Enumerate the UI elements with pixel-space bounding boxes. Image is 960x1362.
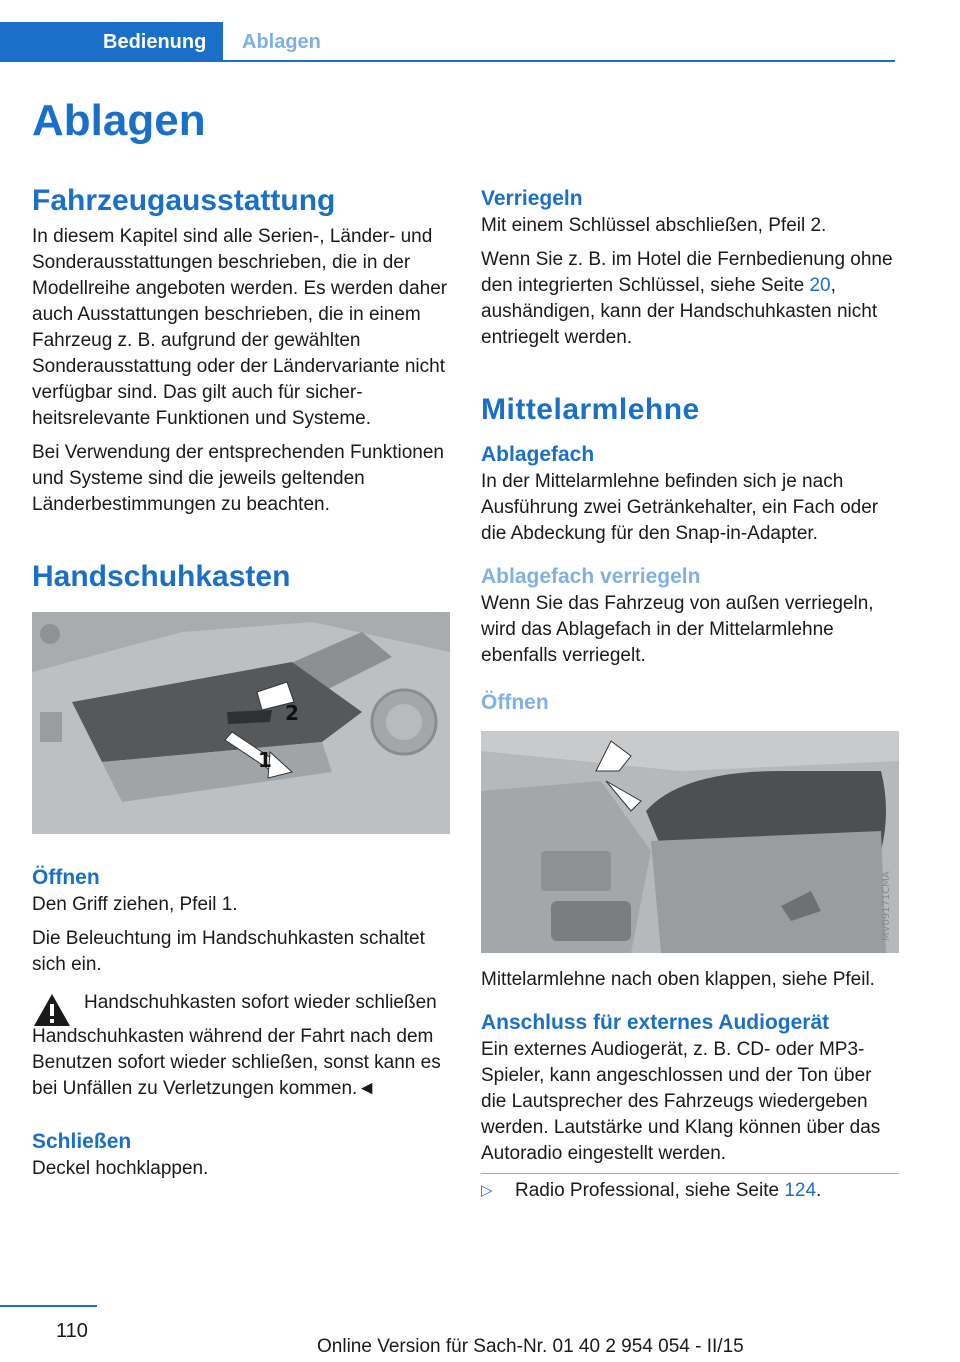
page-number: 110 xyxy=(56,1320,88,1342)
paragraph-audio: Ein externes Audiogerät, z. B. CD- oder MP3-Spieler, kann angeschlossen und der Ton über die Lautsprecher des Fahrzeugs wiedergeben werden. Lautstärke und Klang können über das Autoradio eingestellt werden. xyxy=(481,1039,881,1164)
paragraph-oeffnen-1: Den Griff ziehen, Pfeil 1. xyxy=(32,894,238,915)
arrow-1-label: 1 xyxy=(258,748,272,772)
paragraph-oeffnen-armrest: Mittelarmlehne nach oben klappen, siehe Pfeil. xyxy=(481,969,875,990)
paragraph-fahrzeugausstattung-1: In diesem Kapitel sind alle Serien-, Länder- und Sonderausstattungen beschrieben, die in der Modellreihe angeboten werden. Es werden daher auch Ausstattungen beschrieben, die in einem Fahrzeug z. B. aufgrund der gewählten Sonderausstattung oder der Ländervariante nicht verfügbar sind. Das gilt auch für sicherheitsrelevante Funktionen und Systeme. xyxy=(32,226,448,429)
tab-bedienung[interactable]: Bedienung xyxy=(0,22,223,62)
heading-ablagefach: Ablagefach xyxy=(481,443,595,466)
page-link-124[interactable]: 124 xyxy=(784,1180,817,1201)
tab-ablagen[interactable]: Ablagen xyxy=(242,31,321,53)
heading-handschuhkasten: Handschuhkasten xyxy=(32,560,291,593)
glovebox-drawing xyxy=(32,612,450,834)
bullet-text-a: Radio Professional, siehe Seite xyxy=(515,1180,785,1201)
right-column xyxy=(481,185,899,1204)
bullet-radio-professional xyxy=(481,1178,899,1204)
header-tabs xyxy=(0,0,895,62)
paragraph-ablagefach-verriegeln: Wenn Sie das Fahrzeug von außen verriegeln, wird das Ablagefach in der Mittelarmlehne ebenfalls verriegelt. xyxy=(481,593,874,666)
heading-oeffnen-armrest: Öffnen xyxy=(481,691,549,714)
warning-block xyxy=(32,990,450,1016)
figure-code: MV09171CMA xyxy=(881,871,892,941)
divider xyxy=(481,1173,899,1174)
armrest-illustration xyxy=(481,731,899,953)
arrow-2-label: 2 xyxy=(285,701,299,725)
bullet-text-b: . xyxy=(816,1180,822,1201)
armrest-drawing xyxy=(481,731,899,953)
page-title: Ablagen xyxy=(32,96,206,145)
footer-line xyxy=(0,1305,97,1307)
paragraph-fahrzeugausstattung-2: Bei Verwendung der entsprechenden Funktionen und Systeme sind die jeweils geltenden Länderbestimmungen zu beachten. xyxy=(32,442,444,515)
heading-ablagefach-verriegeln: Ablagefach verriegeln xyxy=(481,565,701,588)
paragraph-oeffnen-2: Die Beleuchtung im Handschuhkasten schaltet sich ein. xyxy=(32,928,425,975)
paragraph-verriegeln-2 xyxy=(481,247,899,351)
heading-audio: Anschluss für externes Audiogerät xyxy=(481,1011,830,1034)
left-column xyxy=(32,182,450,1182)
heading-verriegeln: Verriegeln xyxy=(481,187,583,210)
warning-title: Handschuhkasten sofort wieder schließen xyxy=(84,992,437,1013)
heading-mittelarmlehne: Mittelarmlehne xyxy=(481,393,700,426)
warning-triangle-icon xyxy=(32,992,72,1028)
paragraph-verriegeln-1: Mit einem Schlüssel abschließen, Pfeil 2. xyxy=(481,215,827,236)
heading-fahrzeugausstattung: Fahrzeugausstattung xyxy=(32,184,336,217)
footer-text: Online Version für Sach-Nr. 01 40 2 954 054 - II/15 xyxy=(317,1336,744,1357)
verriegeln-text-b: , aushändigen, kann der Handschuhkasten nicht entriegelt werden. xyxy=(481,275,878,348)
verriegeln-text-a: Wenn Sie z. B. im Hotel die Fernbedienung ohne den integrierten Schlüssel, siehe Seite xyxy=(481,249,893,296)
page-link-20[interactable]: 20 xyxy=(809,275,831,296)
heading-oeffnen-glovebox: Öffnen xyxy=(32,866,100,889)
triangle-right-icon: ▷ xyxy=(481,1182,493,1199)
glovebox-illustration xyxy=(32,612,450,834)
warning-body: Handschuhkasten während der Fahrt nach dem Benutzen sofort wieder schließen, sonst kann es bei Unfällen zu Verletzungen kommen.◄ xyxy=(32,1026,441,1099)
paragraph-schliessen: Deckel hochklappen. xyxy=(32,1158,209,1179)
paragraph-ablagefach: In der Mittelarmlehne befinden sich je nach Ausführung zwei Getränkehalter, ein Fach oder die Abdeckung für den Snap-in-Adapter. xyxy=(481,471,879,544)
heading-schliessen: Schließen xyxy=(32,1130,132,1153)
